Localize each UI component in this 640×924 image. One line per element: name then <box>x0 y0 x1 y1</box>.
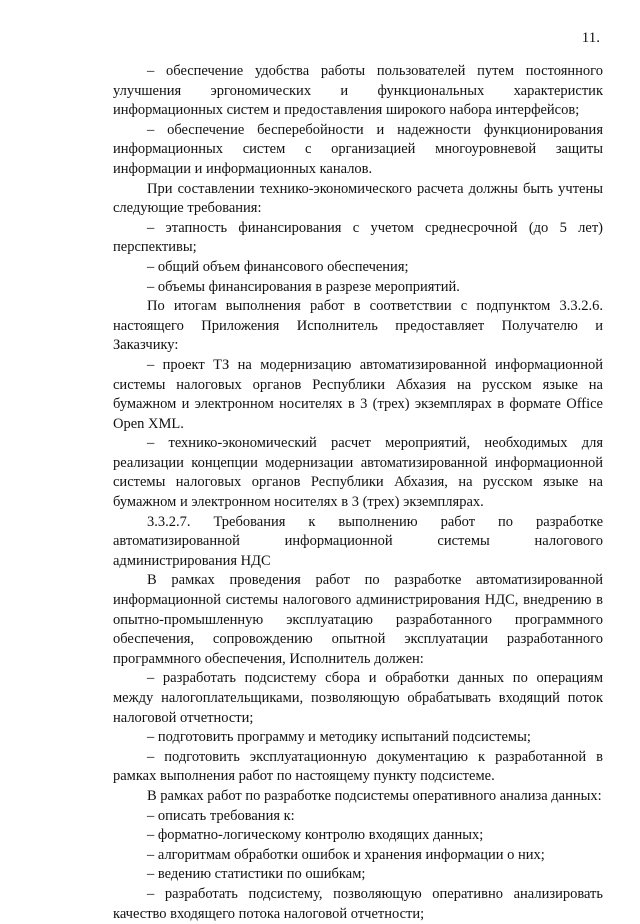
paragraph: По итогам выполнения работ в соответствии с подпунктом 3.3.2.6. настоящего Приложения Исполнитель предоставляет Получателю и Заказчику: <box>113 298 603 354</box>
paragraph: При составлении технико-экономического расчета должны быть учтены следующие требования: <box>113 180 603 217</box>
paragraph: – объемы финансирования в разрезе мероприятий. <box>147 278 460 295</box>
paragraph: – общий объем финансового обеспечения; <box>147 258 409 275</box>
paragraph: – разработать подсистему сбора и обработки данных по операциям между налогоплательщиками, позволяющую обрабатывать входящий поток налоговой отчетности; <box>113 670 603 726</box>
paragraph: – разработать подсистему, позволяющую оперативно анализировать качество входящего потока налоговой отчетности; <box>113 885 603 922</box>
paragraph: – форматно-логическому контролю входящих данных; <box>147 827 484 844</box>
paragraph: – технико-экономический расчет мероприятий, необходимых для реализации концепции модернизации автоматизированной информационной системы налоговых органов Республики Абхазия, на русском языке на бумажном и электронном носителях в 3 (трех) экземплярах. <box>113 435 603 511</box>
paragraph: В рамках проведения работ по разработке автоматизированной информационной системы налогового администрирования НДС, внедрению в опытно-промышленную эксплуатацию разработанного программного обеспечения, сопровождению опытной эксплуатации разработанного программного обеспечения, Исполнитель должен: <box>113 572 603 667</box>
paragraph: – подготовить программу и методику испытаний подсистемы; <box>147 729 531 746</box>
document-body <box>113 62 603 924</box>
paragraph: – этапность финансирования с учетом среднесрочной (до 5 лет) перспективы; <box>113 219 603 256</box>
paragraph: – ведению статистики по ошибкам; <box>147 866 366 883</box>
paragraph: – алгоритмам обработки ошибок и хранения информации о них; <box>147 846 545 863</box>
paragraph: В рамках работ по разработке подсистемы оперативного анализа данных: <box>147 787 602 804</box>
paragraph: – обеспечение удобства работы пользователей путем постоянного улучшения эргономических и функциональных характеристик информационных систем и предоставления широкого набора интерфейсов; <box>113 63 603 119</box>
page-number: 11. <box>581 30 600 46</box>
paragraph: – обеспечение бесперебойности и надежности функционирования информационных систем с организацией многоуровневой защиты информации и информационных каналов. <box>113 121 603 177</box>
paragraph: – описать требования к: <box>147 807 295 824</box>
section-heading: 3.3.2.7. Требования к выполнению работ по разработке автоматизированной информационной системы налогового администрирования НДС <box>113 513 603 569</box>
paragraph: – проект ТЗ на модернизацию автоматизированной информационной системы налоговых органов Республики Абхазия на русском языке на бумажном и электронном носителях в 3 (трех) экземплярах в формате Office Open XML. <box>113 356 603 432</box>
paragraph: – подготовить эксплуатационную документацию к разработанной в рамках выполнения работ по настоящему пункту подсистеме. <box>113 748 603 785</box>
